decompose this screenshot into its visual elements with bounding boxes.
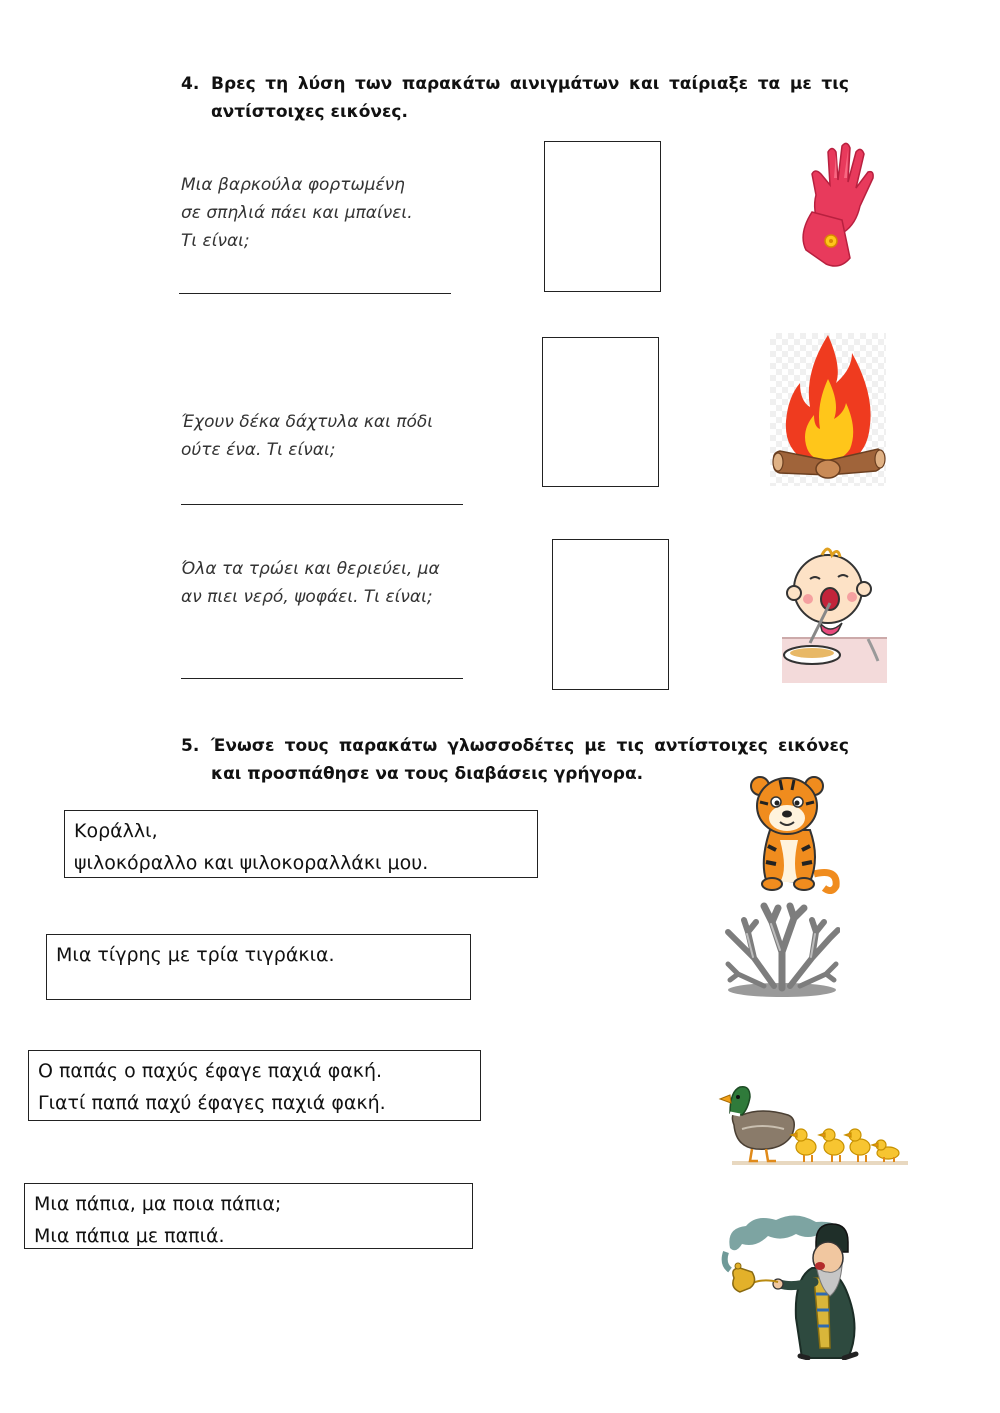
- ducks-picture[interactable]: [712, 1075, 912, 1167]
- riddle-2-answer-box[interactable]: [542, 337, 659, 487]
- exercise-5-instruction: Ένωσε τους παρακάτω γλωσσοδέτες με τις αντίστοιχες εικόνες και προσπάθησε να τους διαβάσεις γρήγορα.: [211, 736, 849, 784]
- riddle-1-text: Μια βαρκούλα φορτωμένη σε σπηλιά πάει και μπαίνει. Τι είναι;: [181, 175, 413, 251]
- riddle-1-answer-box[interactable]: [544, 141, 661, 292]
- coral-picture[interactable]: [724, 902, 840, 998]
- riddle-3-answer-box[interactable]: [552, 539, 669, 690]
- riddle-1-answer-line[interactable]: [179, 293, 451, 294]
- exercise-4-number: 4.: [181, 74, 200, 94]
- tiger-picture[interactable]: [740, 770, 842, 894]
- riddle-2-answer-line[interactable]: [181, 504, 463, 505]
- tongue-twister-3-box[interactable]: Ο παπάς ο παχύς έφαγε παχιά φακή. Γιατί παπά παχύ έφαγες παχιά φακή.: [28, 1050, 481, 1121]
- riddle-3-answer-line[interactable]: [181, 678, 463, 679]
- riddle-2-text: Έχουν δέκα δάχτυλα και πόδι ούτε ένα. Τι είναι;: [181, 412, 434, 460]
- riddle-3-text: Όλα τα τρώει και θεριεύει, μα αν πιει νερό, ψοφάει. Τι είναι;: [181, 559, 440, 607]
- exercise-4-heading: [181, 70, 849, 126]
- exercise-4-instruction: Βρες τη λύση των παρακάτω αινιγμάτων και ταίριαξε τα με τις αντίστοιχες εικόνες.: [211, 74, 849, 122]
- tongue-twister-2-box[interactable]: Μια τίγρης με τρία τιγράκια.: [46, 934, 471, 1000]
- tongue-twister-4-box[interactable]: Μια πάπια, μα ποια πάπια; Μια πάπια με παπιά.: [24, 1183, 473, 1249]
- campfire-picture[interactable]: [770, 333, 886, 486]
- exercise-5-number: 5.: [181, 736, 200, 756]
- gloves-picture[interactable]: [790, 140, 890, 270]
- baby-eating-picture[interactable]: [782, 543, 887, 683]
- priest-picture[interactable]: [716, 1208, 868, 1360]
- tongue-twister-1-box[interactable]: Κοράλλι, ψιλοκόραλλο και ψιλοκοραλλάκι μου.: [64, 810, 538, 878]
